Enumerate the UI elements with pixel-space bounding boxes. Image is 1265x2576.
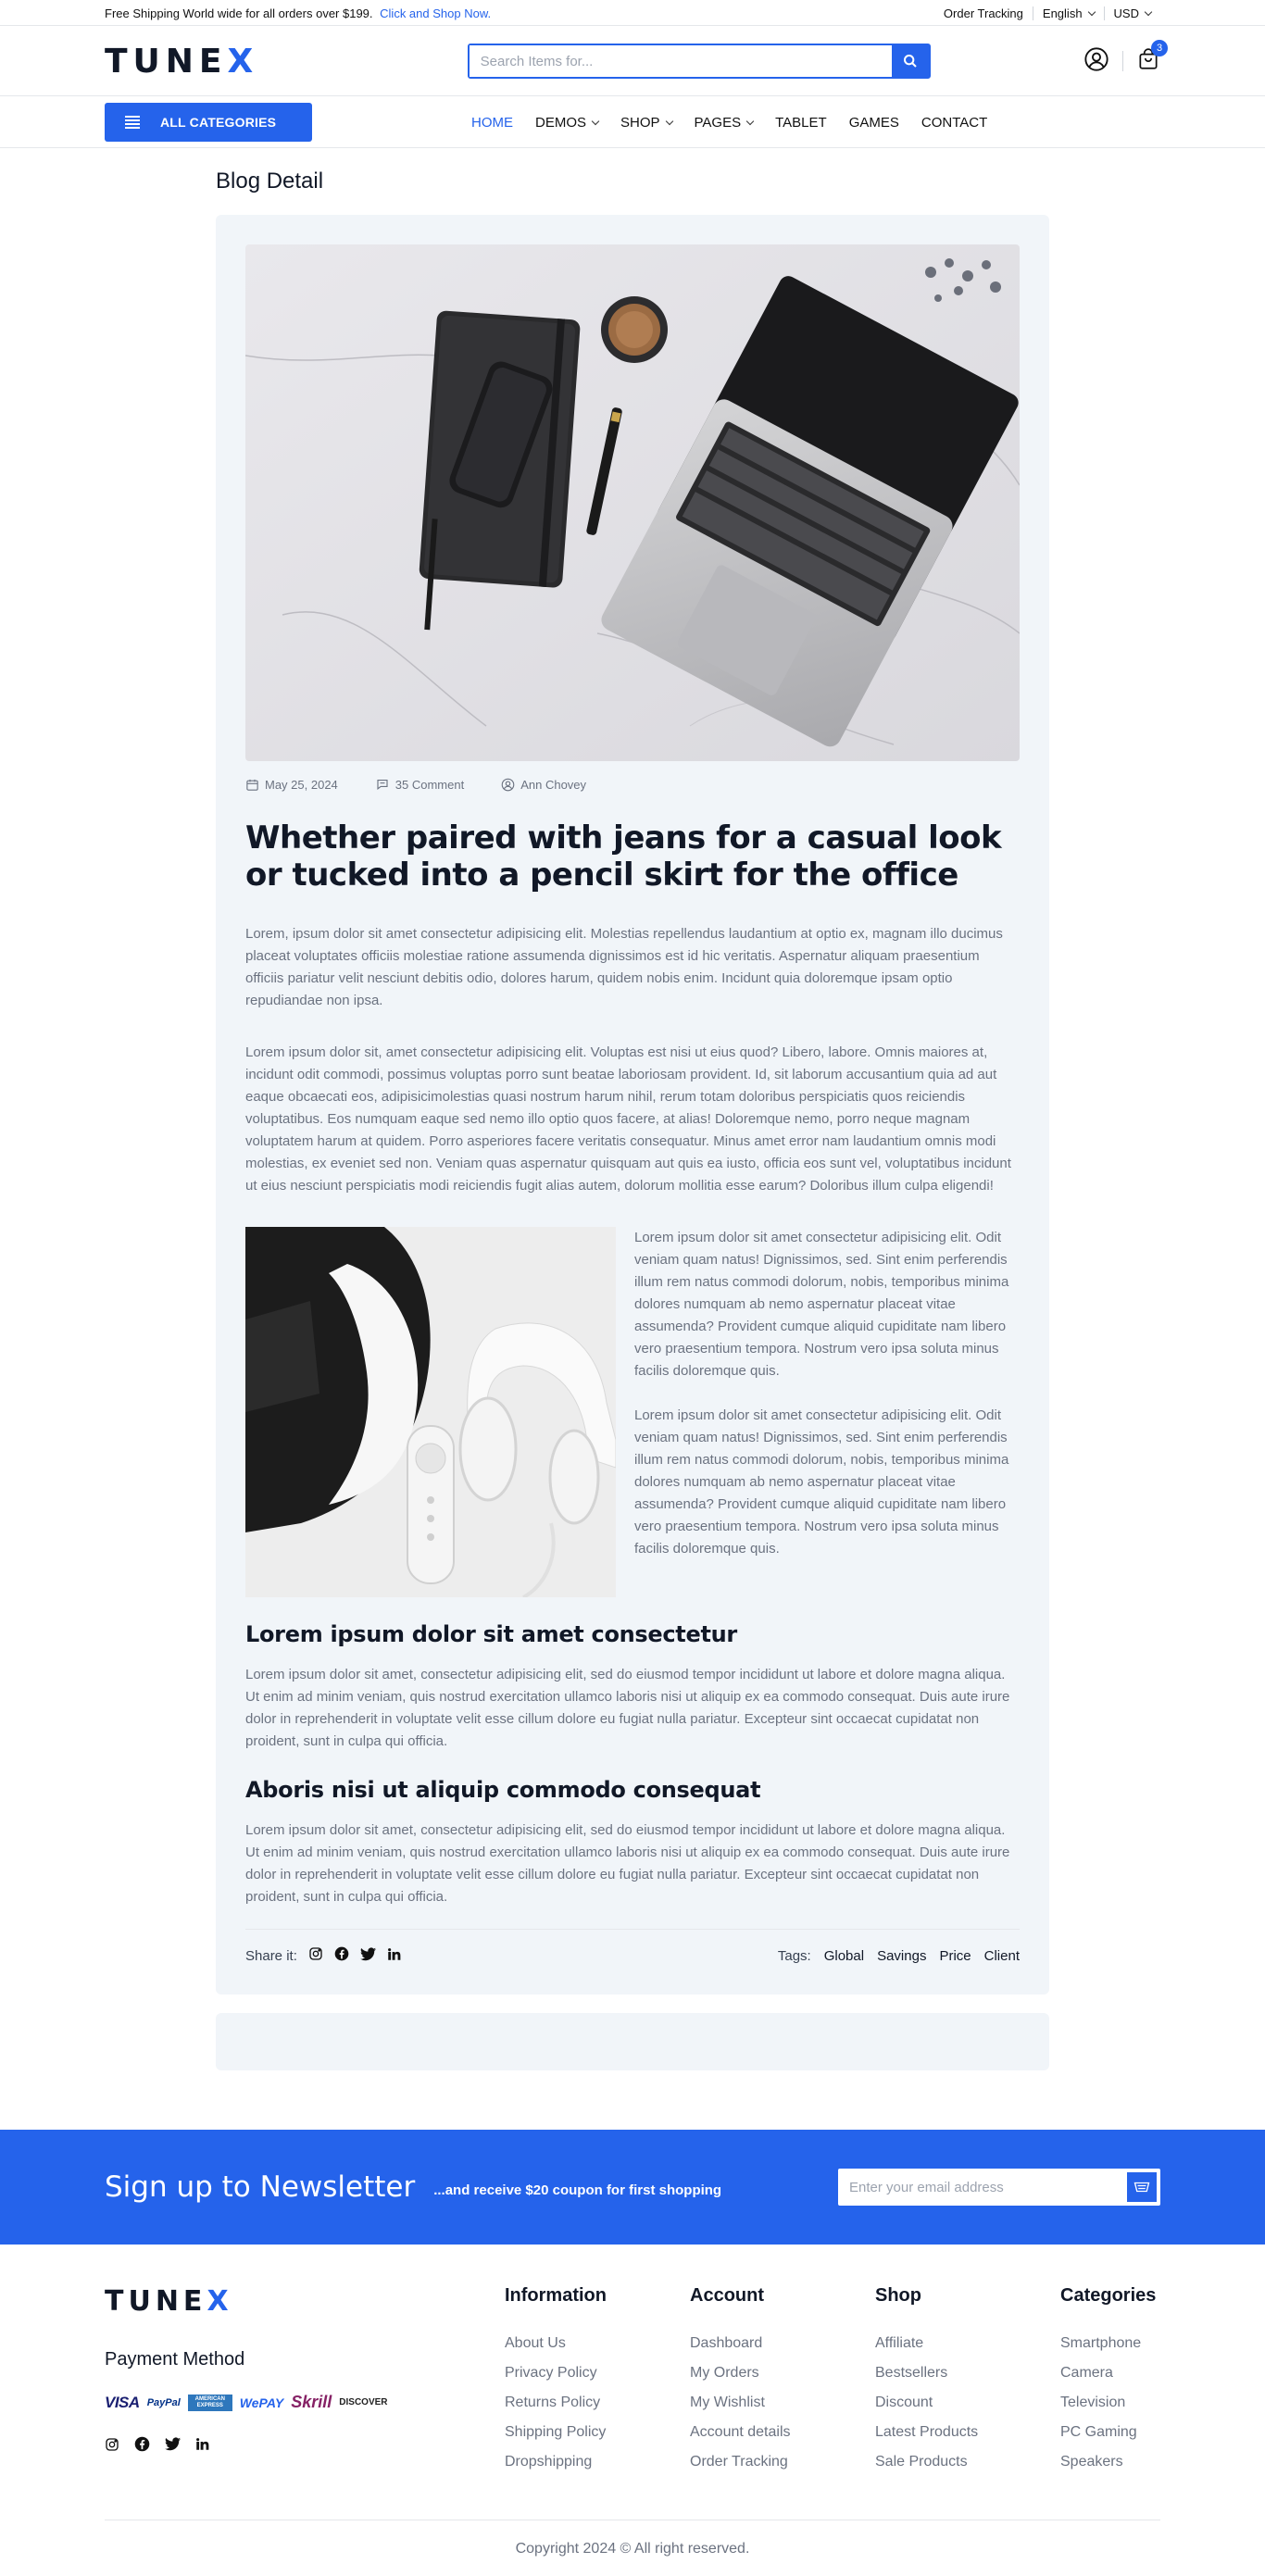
footer-logo-accent: X: [207, 2285, 233, 2318]
footer-brand: [105, 2285, 505, 2482]
footer-facebook[interactable]: [134, 2436, 150, 2457]
newsletter-section: [0, 2130, 1265, 2245]
facebook-icon: [334, 1946, 349, 1961]
main-menu: [460, 115, 998, 131]
footer-link[interactable]: Account details: [690, 2424, 791, 2440]
footer-instagram[interactable]: [105, 2437, 119, 2457]
nav-contact[interactable]: [910, 115, 998, 131]
article-side-paragraph: Lorem ipsum dolor sit amet consectetur adipisicing elit. Odit veniam quam natus! Dignissimos, sed. Sint enim perferendis illum rem natus commodi dolorum, nobis, temporibus minima dolores numquam ab nemo aspernatur placeat vitae assumenda? Provident cumque aliquid cupiditate nam libero vero praesentium tempora. Nostrum vero ipsa soluta minus facilis doloremque quis.: [634, 1230, 1009, 1379]
article-date-text: May 25, 2024: [265, 778, 338, 792]
comment-icon: [375, 778, 390, 792]
search-input[interactable]: [470, 45, 892, 77]
article-author-link[interactable]: [501, 778, 586, 792]
article-paragraph: Lorem, ipsum dolor sit amet consectetur adipisicing elit. Molestias repellendus laudantium at optio ex, magnam illo ducimus placeat voluptates officiis molestiae ratione assumenda dignissimos est id hic veritatis. Aspernatur aliquam praesentium officiis pariatur velit nesciunt debitis odio, dolores harum, quidem nobis enim. Incidunt quia doloremque ipsam optio repudiandae non ipsa.: [245, 926, 1003, 1008]
article-author-text: Ann Chovey: [520, 778, 587, 792]
footer-social: [105, 2436, 505, 2457]
logo-main: TUNE: [105, 42, 228, 81]
search-bar: [468, 44, 931, 79]
order-tracking-label: Order Tracking: [943, 6, 1023, 20]
article-paragraph: Lorem ipsum dolor sit amet, consectetur adipisicing elit, sed do eiusmod tempor incididunt ut labore et dolore magna aliqua. Ut enim ad minim veniam, quis nostrud exercitation ullamco laboris nisi ut aliquip ex ea commodo consequat. Duis aute irure dolor in reprehenderit in voluptate velit esse cillum dolore eu fugiat nulla pariatur. Excepteur sint occaecat cupidatat non proident, sunt in culpa qui officia.: [245, 1667, 1010, 1749]
linkedin-icon: [195, 2437, 209, 2451]
all-categories-label: ALL CATEGORIES: [160, 115, 277, 130]
cart-badge: 3: [1151, 40, 1168, 56]
tag-link[interactable]: Client: [983, 1947, 1020, 1964]
article-paragraph: Lorem ipsum dolor sit, amet consectetur adipisicing elit. Voluptas est nisi ut eius quod? Libero, labore. Omnis maiores at, incidunt odit commodi, possimus voluptas porro sunt beatae laboriosam provident. Id, sit laborum accusantium quia ad aut eaque obcaecati eos, adipisicimolestias quasi nostrum harum nihil, rerum totam doloribus perspiciatis quos reiciendis voluptatibus. Eos numquam eaque sed nemo illo optio quos facere, at alias! Doloremque nemo, porro neque magnam voluptatem harum at quidem. Porro asperiores facere veritatis consequatur. Minus amet error nam laudantium omnis modi molestias, ex eveniet sed non. Veniam quas aspernatur quisquam aut quis ea iusto, officia eos sunt vel, voluptatibus incidunt ut eius nesciunt perspiciatis modi reiciendis fugit alias autem, dolorum mollitia esse earum? Doloribus illum culpa eligendi!: [245, 1044, 1011, 1194]
facebook-icon: [134, 2436, 150, 2452]
logo[interactable]: [105, 43, 258, 81]
nav-shop-label: SHOP: [620, 114, 660, 131]
main-content: [216, 148, 1049, 2070]
footer-column-shop: [875, 2285, 1060, 2482]
divider: [1122, 51, 1123, 71]
footer-link[interactable]: Discount: [875, 2395, 933, 2410]
newsletter-email-input[interactable]: [840, 2170, 1125, 2204]
chevron-down-icon: [592, 117, 599, 124]
currency-select[interactable]: [1104, 6, 1160, 20]
nav-tablet[interactable]: [764, 115, 838, 131]
nav-demos-label: DEMOS: [535, 114, 587, 131]
chevron-down-icon: [665, 117, 672, 124]
share-tags-row: [245, 1929, 1020, 1965]
footer-link[interactable]: Order Tracking: [690, 2454, 788, 2470]
wepay-logo: WePAY: [239, 2395, 284, 2410]
article-title: Whether paired with jeans for a casual look or tucked into a pencil skirt for the office: [245, 819, 1002, 894]
visa-logo: VISA: [105, 2393, 140, 2411]
menu-icon: [125, 116, 140, 129]
currency-value: USD: [1113, 6, 1139, 20]
send-icon: [1133, 2180, 1150, 2195]
tags-section: [778, 1948, 1020, 1964]
footer: [0, 2245, 1265, 2576]
all-categories-button[interactable]: [105, 103, 312, 142]
footer-link[interactable]: Bestsellers: [875, 2365, 948, 2381]
nav-demos[interactable]: [524, 115, 609, 131]
footer-link[interactable]: My Orders: [690, 2365, 759, 2381]
footer-column-title: Categories: [1060, 2285, 1157, 2306]
nav-contact-label: CONTACT: [921, 114, 988, 131]
instagram-icon: [105, 2437, 119, 2452]
tag-link[interactable]: Price: [939, 1947, 971, 1964]
article-comments-link[interactable]: [375, 778, 464, 792]
article-meta: [245, 778, 1020, 792]
promo-link[interactable]: Click and Shop Now.: [380, 6, 492, 20]
calendar-icon: [245, 778, 259, 792]
navbar: [0, 96, 1265, 148]
promo-text: Free Shipping World wide for all orders over $199.: [105, 6, 373, 20]
share-section: [245, 1946, 401, 1965]
newsletter-title: Sign up to Newsletter: [105, 2170, 416, 2204]
article-media-split: [245, 1227, 1020, 1597]
nav-pages-label: PAGES: [694, 114, 742, 131]
nav-pages[interactable]: [683, 115, 765, 131]
instagram-icon: [308, 1946, 323, 1961]
footer-twitter[interactable]: [165, 2437, 181, 2456]
payment-method-title: Payment Method: [105, 2349, 245, 2370]
search-icon: [903, 54, 918, 69]
hero-image: [245, 244, 1020, 761]
chevron-down-icon: [746, 117, 754, 124]
footer-link[interactable]: Sale Products: [875, 2454, 968, 2470]
account-button[interactable]: [1083, 46, 1109, 77]
share-twitter[interactable]: [360, 1947, 376, 1965]
share-label: Share it:: [245, 1947, 297, 1964]
footer-link[interactable]: Shipping Policy: [505, 2424, 607, 2440]
share-linkedin[interactable]: [387, 1947, 401, 1965]
footer-link[interactable]: Dashboard: [690, 2335, 763, 2351]
tag-link[interactable]: Global: [823, 1947, 865, 1964]
nav-games-label: GAMES: [848, 114, 899, 131]
tag-link[interactable]: Savings: [877, 1947, 927, 1964]
cart-button[interactable]: [1136, 42, 1163, 76]
vr-headset-image: [245, 1227, 616, 1597]
footer-link[interactable]: Speakers: [1060, 2454, 1123, 2470]
footer-link[interactable]: Latest Products: [875, 2424, 979, 2440]
tags-label: Tags:: [777, 1947, 811, 1964]
article-comments-text: 35 Comment: [395, 778, 465, 792]
footer-link[interactable]: Camera: [1060, 2365, 1113, 2381]
share-facebook[interactable]: [334, 1946, 349, 1965]
nav-home[interactable]: [460, 115, 524, 131]
footer-column-categories: [1060, 2285, 1160, 2482]
nav-home-label: HOME: [471, 114, 513, 131]
article-subheading: Aboris nisi ut aliquip commodo consequat: [245, 1777, 761, 1803]
newsletter-subtitle: ...and receive $20 coupon for first shopping: [433, 2182, 722, 2198]
search-button[interactable]: [892, 45, 929, 77]
user-icon: [1083, 46, 1109, 72]
blog-article: [216, 215, 1049, 1995]
footer-link[interactable]: Affiliate: [875, 2335, 924, 2351]
article-paragraph: Lorem ipsum dolor sit amet, consectetur adipisicing elit, sed do eiusmod tempor incididunt ut labore et dolore magna aliqua. Ut enim ad minim veniam, quis nostrud exercitation ullamco laboris nisi ut aliquip ex ea commodo consequat. Duis aute irure dolor in reprehenderit in voluptate velit esse cillum dolore eu fugiat nulla pariatur. Excepteur sint occaecat cupidatat non proident, sunt in culpa qui officia.: [245, 1822, 1010, 1905]
footer-logo[interactable]: [105, 2285, 233, 2318]
copyright: Copyright 2024 © All right reserved.: [105, 2520, 1160, 2576]
footer-link[interactable]: Television: [1060, 2395, 1126, 2410]
header: [0, 26, 1265, 96]
article-side-paragraph: Lorem ipsum dolor sit amet consectetur adipisicing elit. Odit veniam quam natus! Dignissimos, sed. Sint enim perferendis illum rem natus commodi dolorum, nobis, temporibus minima dolores numquam ab nemo aspernatur placeat vitae assumenda? Provident cumque aliquid cupiditate nam libero vero praesentium tempora. Nostrum vero ipsa soluta minus facilis doloremque quis.: [634, 1407, 1009, 1557]
newsletter-form: [838, 2169, 1160, 2206]
language-select[interactable]: [1033, 6, 1104, 20]
share-instagram[interactable]: [308, 1946, 323, 1965]
article-date: [245, 778, 338, 792]
newsletter-submit-button[interactable]: [1125, 2170, 1159, 2204]
footer-column-title: Information: [505, 2285, 607, 2306]
language-value: English: [1042, 6, 1083, 20]
paypal-logo: PayPal: [146, 2396, 181, 2408]
skrill-logo: Skrill: [291, 2393, 332, 2411]
article-subheading: Lorem ipsum dolor sit amet consectetur: [245, 1621, 737, 1647]
discover-logo: DISCOVER: [339, 2397, 388, 2407]
order-tracking-link[interactable]: [934, 6, 1033, 20]
user-icon: [501, 778, 515, 792]
footer-logo-main: TUNE: [105, 2285, 207, 2318]
nav-shop[interactable]: [609, 115, 683, 131]
logo-accent: X: [227, 42, 259, 81]
linkedin-icon: [387, 1947, 401, 1961]
chevron-down-icon: [1145, 7, 1152, 15]
page-title: Blog Detail: [216, 169, 324, 194]
chevron-down-icon: [1087, 7, 1095, 15]
footer-column-information: [505, 2285, 690, 2482]
footer-column-account: [690, 2285, 875, 2482]
topbar: [0, 0, 1265, 26]
nav-tablet-label: TABLET: [775, 114, 827, 131]
footer-link[interactable]: About Us: [505, 2335, 566, 2351]
footer-column-title: Account: [690, 2285, 764, 2306]
footer-link[interactable]: My Wishlist: [690, 2395, 765, 2410]
twitter-icon: [360, 1947, 376, 1961]
footer-link[interactable]: Smartphone: [1060, 2335, 1142, 2351]
footer-linkedin[interactable]: [195, 2437, 209, 2456]
footer-link[interactable]: Returns Policy: [505, 2395, 601, 2410]
nav-games[interactable]: [838, 115, 910, 131]
twitter-icon: [165, 2437, 181, 2451]
amex-logo: AMERICAN EXPRESS: [188, 2395, 232, 2411]
payment-logos: [105, 2393, 505, 2412]
footer-link[interactable]: PC Gaming: [1060, 2424, 1137, 2440]
footer-link[interactable]: Privacy Policy: [505, 2365, 597, 2381]
promo: [105, 6, 491, 20]
footer-column-title: Shop: [875, 2285, 921, 2306]
footer-link[interactable]: Dropshipping: [505, 2454, 593, 2470]
comments-panel: [216, 2013, 1049, 2070]
